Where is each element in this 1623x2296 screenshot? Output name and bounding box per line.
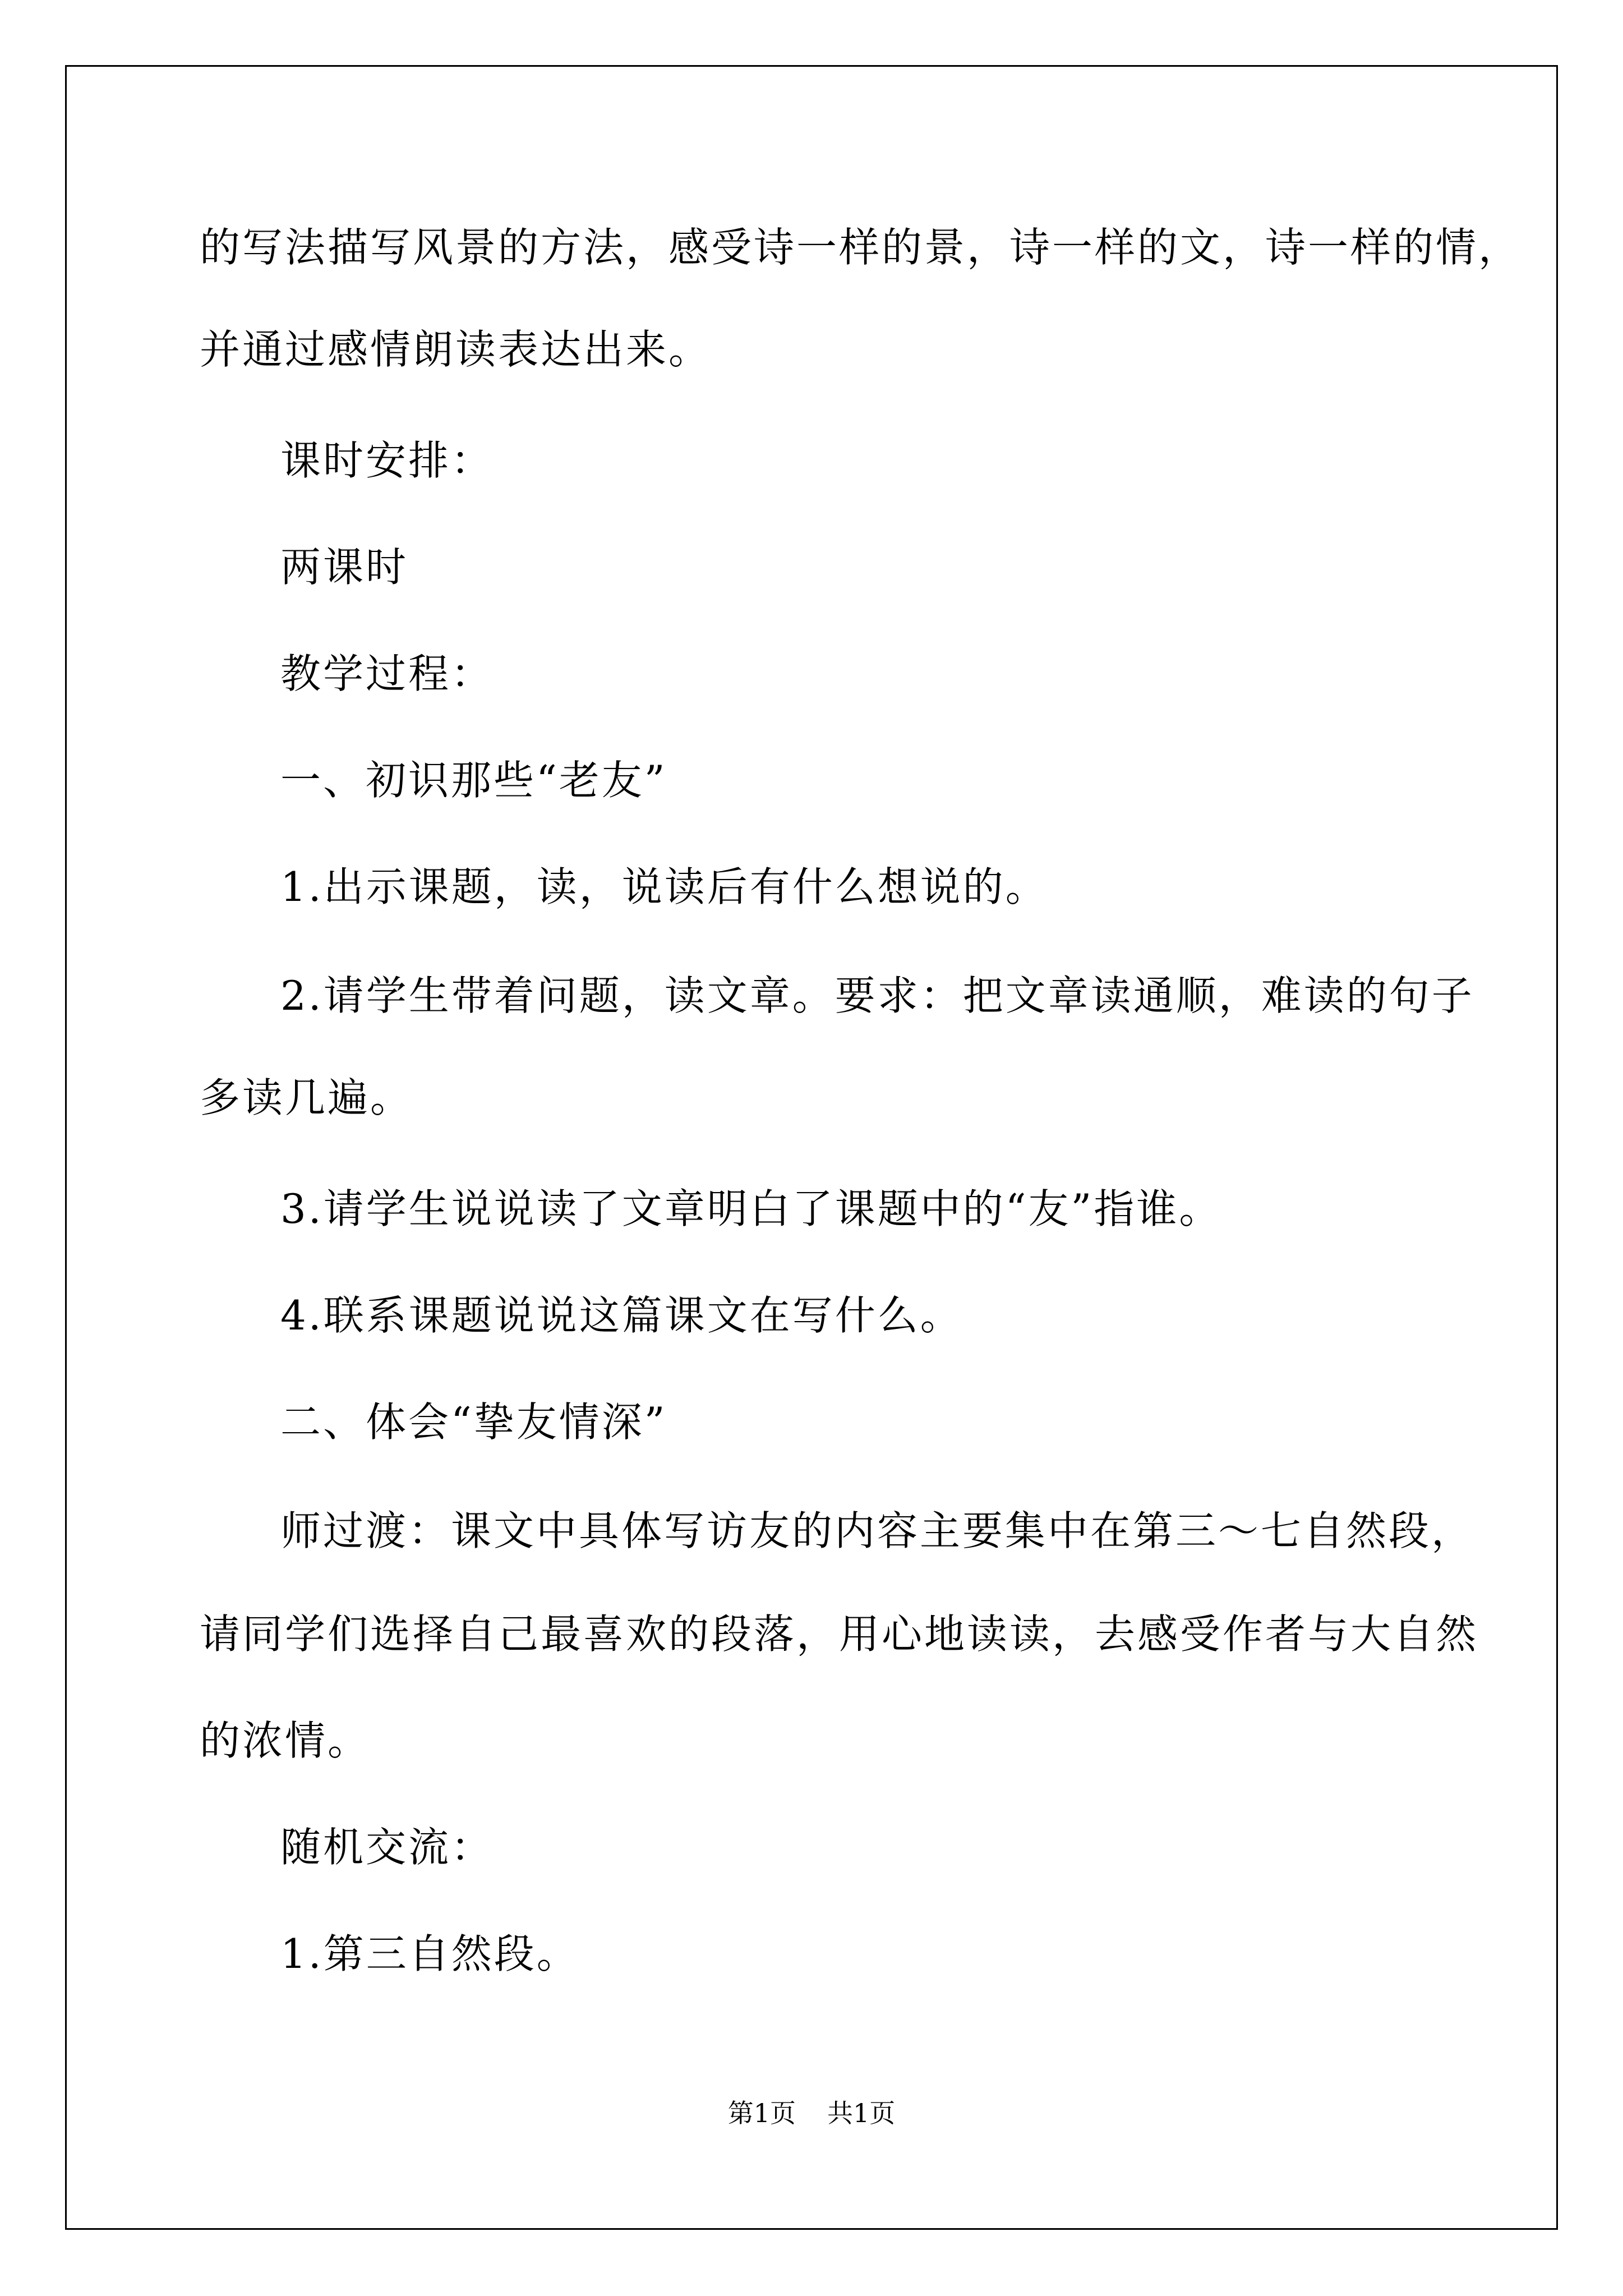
text-line: 的写法描写风景的方法，感受诗一样的景，诗一样的文，诗一样的情， <box>200 224 1521 271</box>
section-heading: 二、体会“挚友情深” <box>280 1398 667 1446</box>
list-item: 4.联系课题说说这篇课文在写什么。 <box>280 1292 963 1339</box>
list-item: 2.请学生带着问题，读文章。要求：把文章读通顺，难读的句子 <box>280 972 1474 1019</box>
text-line: 请同学们选择自己最喜欢的段落，用心地读读，去感受作者与大自然 <box>200 1611 1479 1658</box>
list-item: 3.请学生说说读了文章明白了课题中的“友”指谁。 <box>280 1185 1222 1232</box>
page-footer <box>0 2096 1623 2130</box>
page-border <box>65 65 1558 2230</box>
text-line: 多读几遍。 <box>200 1074 413 1121</box>
page-total: 共1页 <box>827 2098 896 2128</box>
list-item: 1.出示课题，读，说读后有什么想说的。 <box>280 863 1048 910</box>
text-line: 师过渡：课文中具体写访友的内容主要集中在第三～七自然段， <box>280 1507 1474 1554</box>
section-heading: 教学过程： <box>280 650 494 697</box>
section-heading: 随机交流： <box>280 1824 494 1871</box>
text-line: 的浓情。 <box>200 1717 371 1764</box>
page-number: 第1页 <box>727 2098 796 2128</box>
text-line: 两课时 <box>280 544 409 591</box>
list-item: 1.第三自然段。 <box>280 1930 579 1977</box>
text-line: 并通过感情朗读表达出来。 <box>200 326 712 373</box>
section-heading: 一、初识那些“老友” <box>280 757 667 804</box>
section-heading: 课时安排： <box>280 437 494 484</box>
